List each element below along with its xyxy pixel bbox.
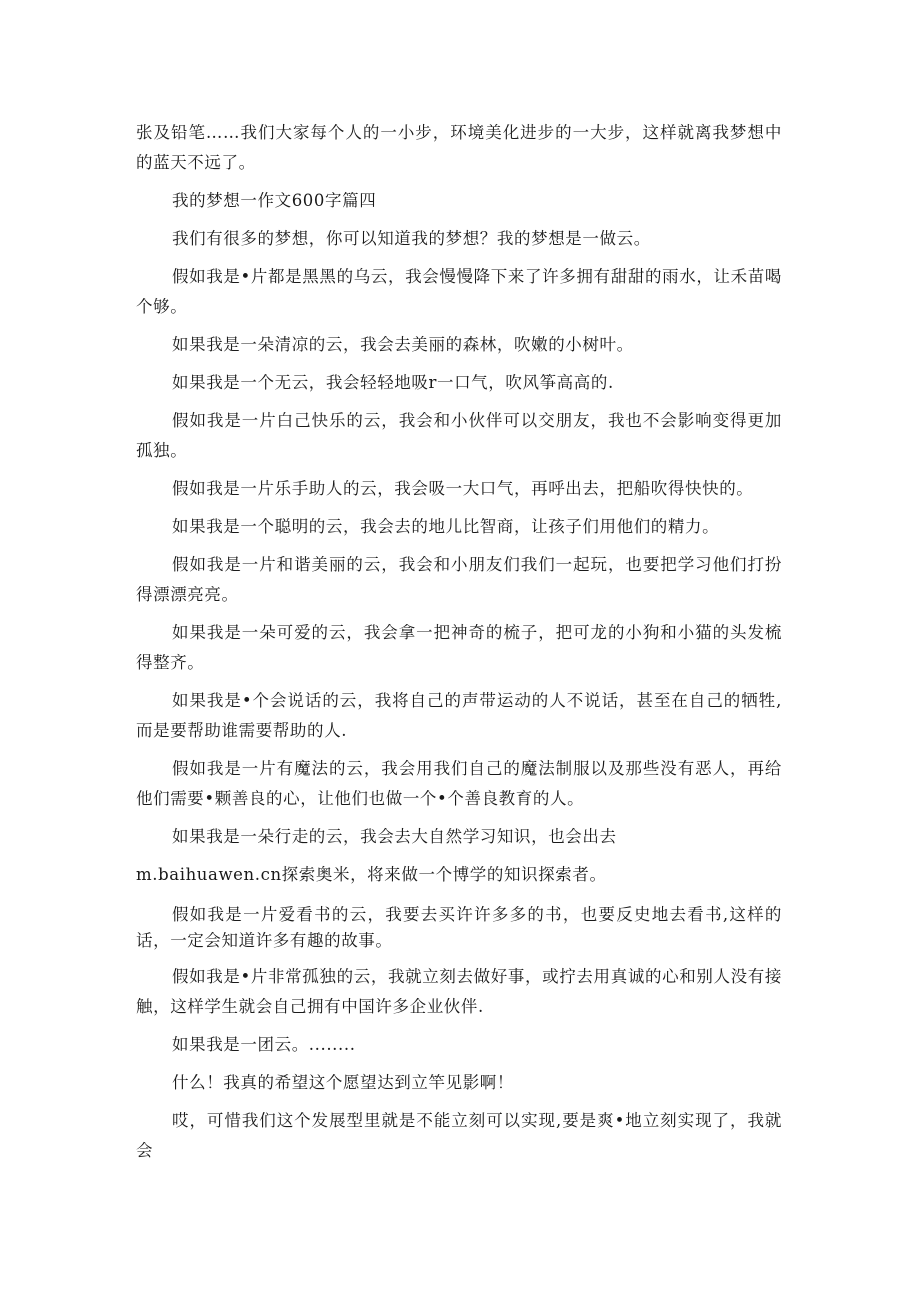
paragraph: 如果我是一朵清凉的云，我会去美丽的森林，吹嫩的小树叶。 [172,335,634,354]
paragraph: 张及铅笔……我们大家每个人的一小步，环境美化进步的一大步，这样就离我梦想中的蓝天不远了。 [136,123,782,172]
paragraph: 如果我是一朵行走的云，我会去大自然学习知识，也会出去 [172,827,617,846]
paragraph: 假如我是一片白己快乐的云，我会和小伙伴可以交朋友，我也不会影响变得更加孤独。 [136,411,782,460]
paragraph: 如果我是一朵可爱的云，我会拿一把神奇的梳子，把可龙的小狗和小猫的头发梳得整齐。 [136,623,782,672]
paragraph: 假如我是一片有魔法的云，我会用我们自己的魔法制服以及那些没有恶人，再给他们需要•颗善良的心，让他们也做一个•个善良教育的人。 [136,759,782,808]
section-heading: 我的梦想一作文600字篇四 [172,191,377,210]
document-body [136,118,782,1166]
paragraph: 假如我是•片非常孤独的云，我就立刻去做好事，或拧去用真诚的心和别人没有接触，这样学生就会自己拥有中国许多企业伙伴. [136,967,782,1016]
paragraph: 如果我是一团云。........ [172,1035,356,1054]
paragraph: 哎，可惜我们这个发展型里就是不能立刻可以实现,要是爽•地立刻实现了，我就会 [136,1111,782,1160]
paragraph: 假如我是•片都是黑黑的乌云，我会慢慢降下来了许多拥有甜甜的雨水，让禾苗喝个够。 [136,267,782,316]
paragraph: 什么！我真的希望这个愿望达到立竿见影啊！ [172,1073,514,1092]
url-line: m.baihuawen.cn探索奥米，将来做一个博学的知识探索者。 [136,865,607,884]
paragraph: 假如我是一片爱看书的云，我要去买许许多多的书，也要反史地去看书,这样的话，一定会知道许多有趣的故事。 [136,905,782,950]
paragraph: 假如我是一片和谐美丽的云，我会和小朋友们我们一起玩，也要把学习他们打扮得漂漂亮亮。 [136,555,782,604]
paragraph: 如果我是•个会说话的云，我将自己的声带运动的人不说话，甚至在自己的牺牲,而是要帮助谁需要帮助的人. [136,691,782,740]
paragraph: 如果我是一个聪明的云，我会去的地儿比智商，让孩子们用他们的精力。 [172,517,720,536]
paragraph: 我们有很多的梦想，你可以知道我的梦想？我的梦想是一做云。 [172,229,651,248]
paragraph: 如果我是一个无云，我会轻轻地吸r一口气，吹风筝高高的. [172,373,614,392]
paragraph: 假如我是一片乐手助人的云，我会吸一大口气，再呼出去，把船吹得快快的。 [172,479,754,498]
